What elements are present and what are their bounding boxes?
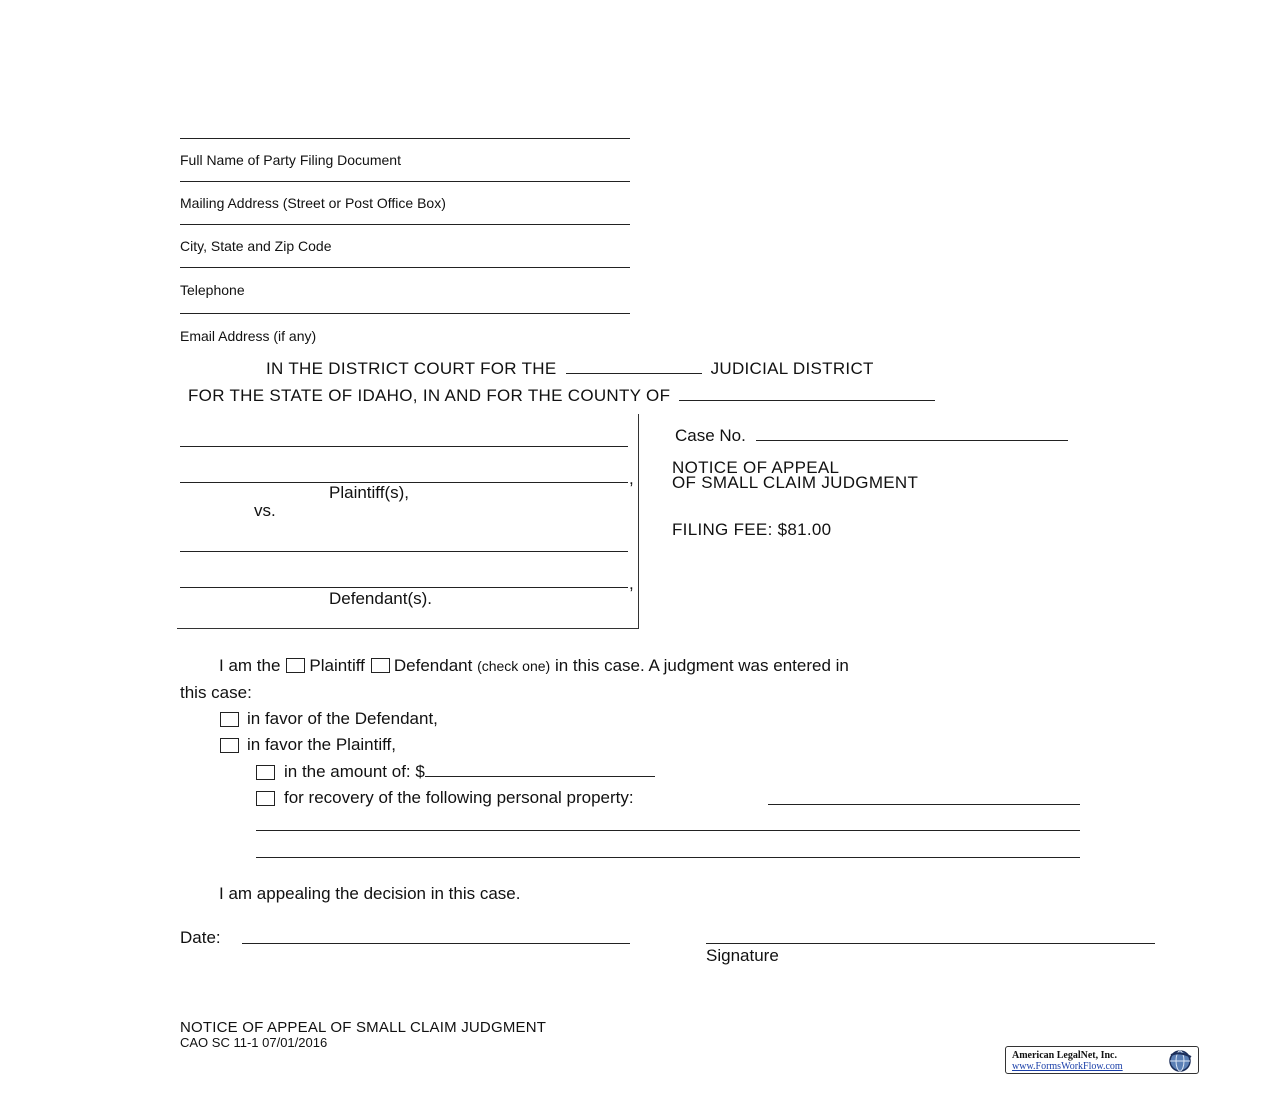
case-number-blank[interactable]	[756, 426, 1068, 441]
defendant-line-1[interactable]	[180, 551, 628, 552]
favor-defendant-checkbox[interactable]	[220, 712, 239, 727]
date-label: Date:	[180, 928, 221, 947]
favor-plaintiff-checkbox[interactable]	[220, 738, 239, 753]
form-title-line-2: OF SMALL CLAIM JUDGMENT	[672, 473, 919, 492]
globe-icon	[1165, 1049, 1195, 1073]
caption-bottom-border	[177, 628, 639, 629]
case-number-row	[675, 426, 1068, 446]
plaintiff-comma: ,	[629, 469, 634, 488]
property-line-3[interactable]	[256, 857, 1080, 858]
check-one-note: (check one)	[477, 658, 551, 674]
city-state-zip-line[interactable]	[180, 224, 630, 225]
plaintiff-checkbox[interactable]	[286, 658, 305, 673]
filing-fee: FILING FEE: $81.00	[672, 520, 832, 539]
date-line[interactable]	[242, 943, 630, 944]
footer-form-title: NOTICE OF APPEAL OF SMALL CLAIM JUDGMENT	[180, 1019, 547, 1036]
defendant-line-2[interactable]	[180, 587, 628, 588]
county-blank[interactable]	[679, 386, 935, 401]
plaintiff-label: Plaintiff(s),	[329, 483, 409, 502]
favor-defendant-label: in favor of the Defendant,	[247, 709, 438, 728]
recovery-label: for recovery of the following personal property:	[284, 788, 634, 807]
appealing-statement: I am appealing the decision in this case.	[219, 884, 521, 903]
vs-label: vs.	[254, 501, 276, 520]
email-label: Email Address (if any)	[180, 328, 317, 344]
defendant-comma: ,	[629, 574, 634, 593]
court-heading-prefix: IN THE DISTRICT COURT FOR THE	[266, 359, 557, 378]
logo-company-name: American LegalNet, Inc.	[1012, 1050, 1117, 1061]
court-heading-line-2	[188, 386, 935, 406]
email-line[interactable]	[180, 313, 630, 314]
this-case-text: this case:	[180, 683, 252, 702]
property-line-1[interactable]	[768, 804, 1080, 805]
full-name-label: Full Name of Party Filing Document	[180, 152, 401, 168]
county-heading-prefix: FOR THE STATE OF IDAHO, IN AND FOR THE COUNTY OF	[188, 386, 671, 405]
i-am-the-text: I am the	[219, 656, 281, 675]
amount-checkbox[interactable]	[256, 765, 275, 780]
favor-plaintiff-label: in favor the Plaintiff,	[247, 735, 396, 754]
city-state-zip-label: City, State and Zip Code	[180, 238, 332, 254]
judicial-district-blank[interactable]	[566, 359, 702, 374]
plaintiff-line-1[interactable]	[180, 446, 628, 447]
footer-form-code: CAO SC 11-1 07/01/2016	[180, 1035, 328, 1050]
defendant-checkbox[interactable]	[371, 658, 390, 673]
party-role-statement	[219, 656, 849, 676]
defendant-label: Defendant(s).	[329, 589, 432, 608]
caption-vertical-divider	[638, 414, 639, 629]
signature-line[interactable]	[706, 943, 1155, 944]
amount-blank[interactable]	[425, 762, 655, 777]
court-heading-line-1	[266, 359, 874, 379]
form-title-line-1: NOTICE OF APPEAL	[672, 458, 840, 477]
plaintiff-option-label: Plaintiff	[309, 656, 365, 675]
logo-url[interactable]: www.FormsWorkFlow.com	[1012, 1061, 1123, 1072]
case-number-label: Case No.	[675, 426, 746, 445]
signature-label: Signature	[706, 946, 779, 965]
mailing-address-label: Mailing Address (Street or Post Office Box)	[180, 195, 446, 211]
telephone-line[interactable]	[180, 267, 630, 268]
full-name-line[interactable]	[180, 138, 630, 139]
judgment-entered-text: in this case. A judgment was entered in	[554, 656, 849, 675]
legalnet-logo[interactable]	[1005, 1046, 1199, 1074]
property-line-2[interactable]	[256, 830, 1080, 831]
telephone-label: Telephone	[180, 282, 245, 298]
court-heading-suffix: JUDICIAL DISTRICT	[710, 359, 874, 378]
amount-label: in the amount of: $	[284, 762, 425, 781]
mailing-address-line[interactable]	[180, 181, 630, 182]
defendant-option-label: Defendant	[393, 656, 473, 675]
recovery-checkbox[interactable]	[256, 791, 275, 806]
amount-row	[284, 762, 655, 782]
